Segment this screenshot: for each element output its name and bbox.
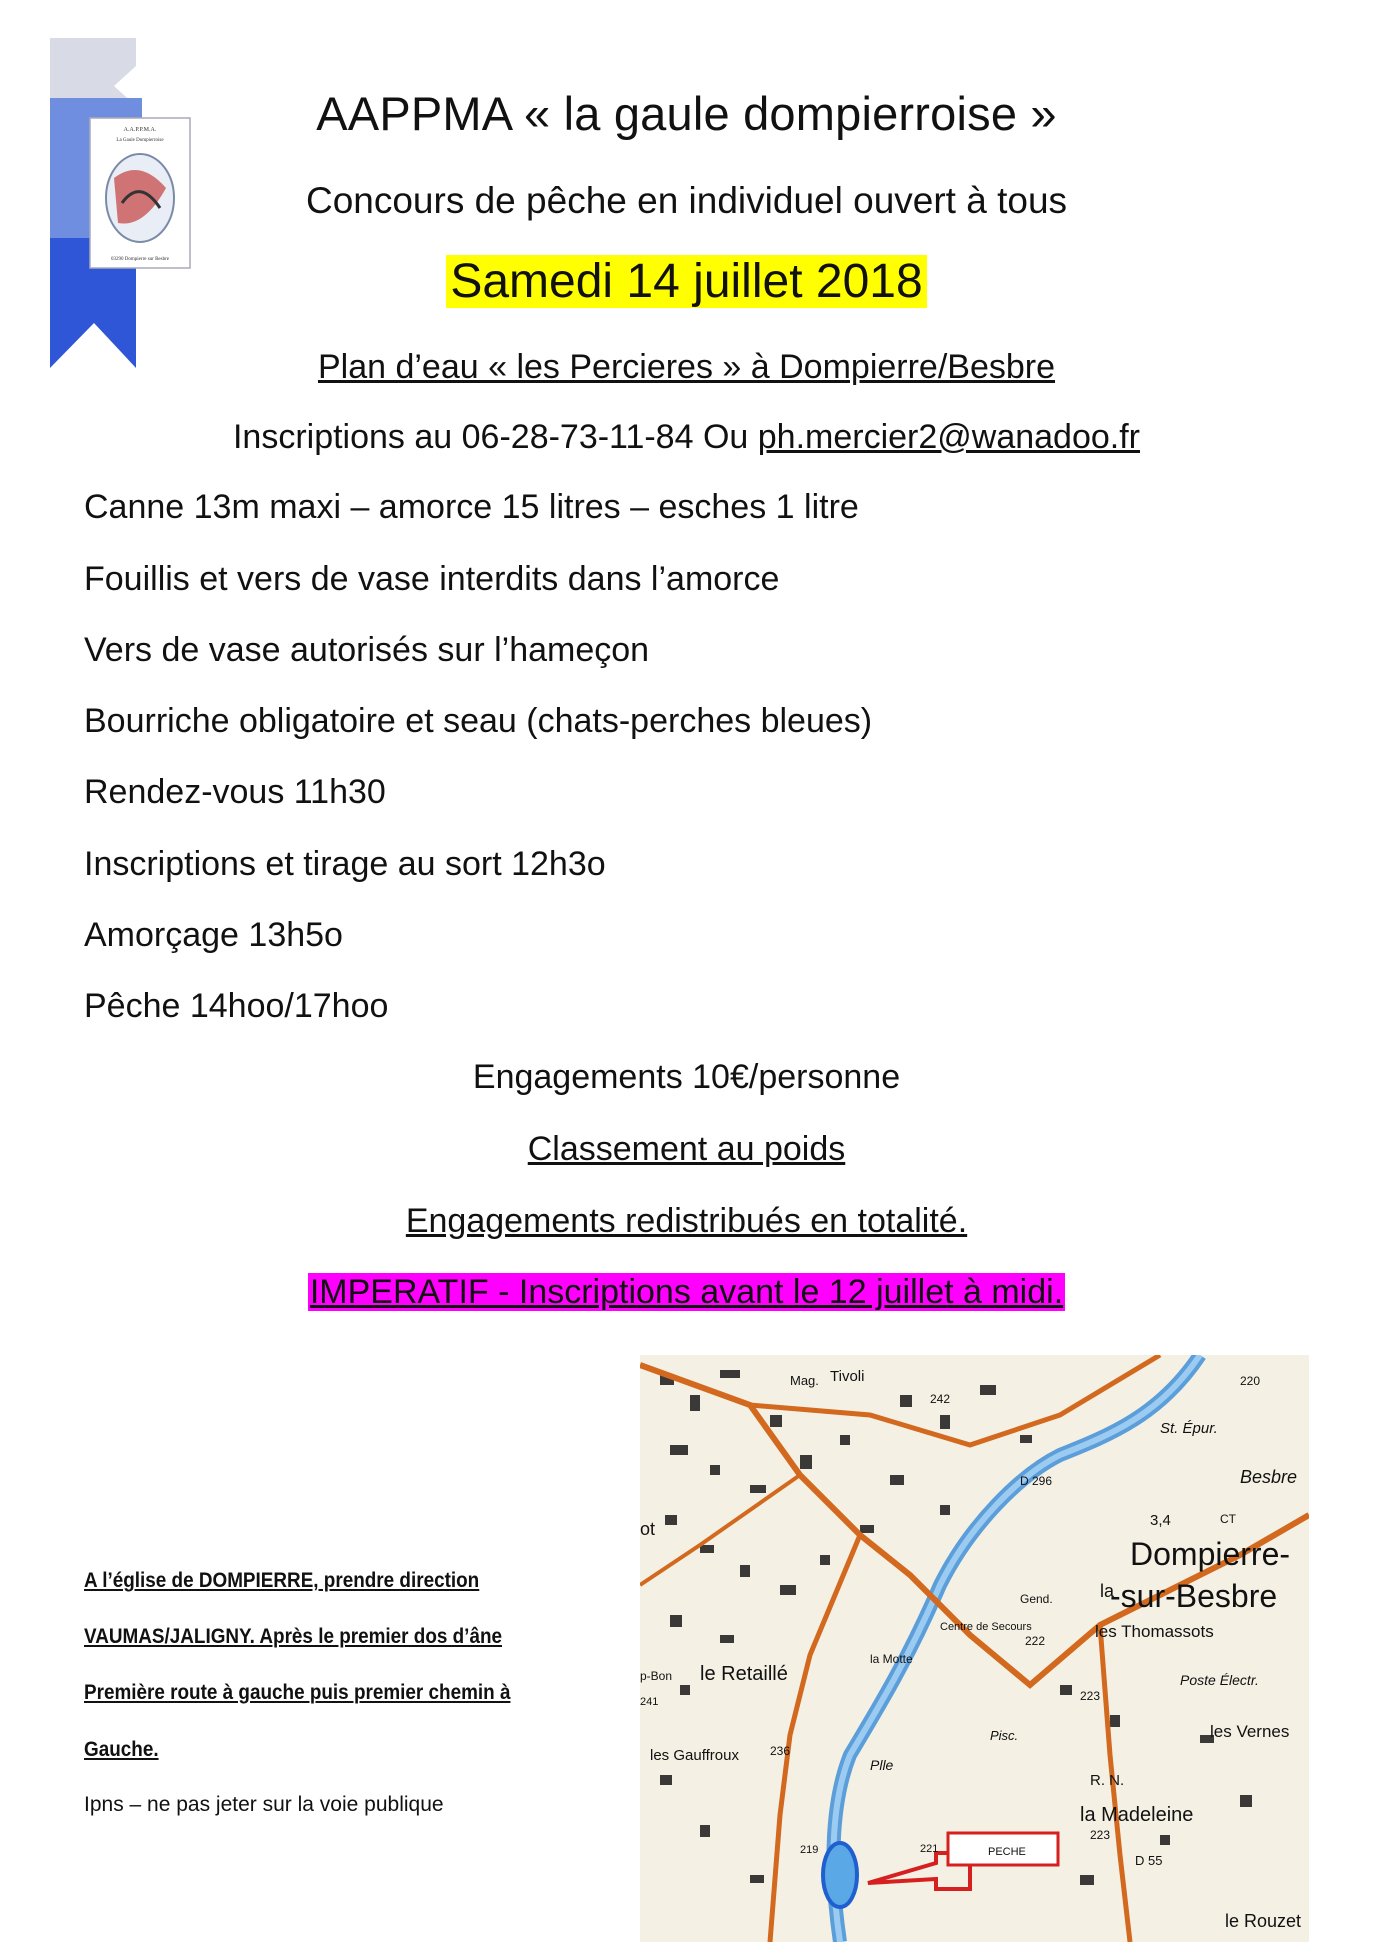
page-title: AAPPMA « la gaule dompierroise » bbox=[316, 87, 1057, 140]
directions-line: A l’église de DOMPIERRE, prendre direction bbox=[84, 1569, 480, 1592]
map-label: le Retaillé bbox=[700, 1663, 788, 1685]
map-label: ot bbox=[640, 1519, 656, 1539]
event-venue: Plan d’eau « les Percieres » à Dompierre/Besbre bbox=[317, 348, 1056, 386]
map-label: 241 bbox=[640, 1696, 659, 1708]
map-label: 221 bbox=[920, 1843, 939, 1855]
peche-marker-label: PECHE bbox=[988, 1846, 1026, 1858]
page-subtitle: Concours de pêche en individuel ouvert à tous bbox=[305, 180, 1068, 221]
logo-text-3: 03290 Dompierre sur Besbre bbox=[111, 257, 169, 262]
map-label: D 55 bbox=[1135, 1853, 1163, 1868]
map-label: Poste Électr. bbox=[1180, 1672, 1259, 1688]
map-label: Dompierre- bbox=[1130, 1536, 1291, 1572]
map-label: le Rouzet bbox=[1225, 1911, 1302, 1931]
map-label: 236 bbox=[770, 1744, 791, 1758]
map-label: Tivoli bbox=[830, 1368, 865, 1385]
map-label: CT bbox=[1220, 1512, 1236, 1526]
location-map bbox=[640, 1355, 1309, 1942]
map-label: 222 bbox=[1025, 1634, 1046, 1648]
map-label: Plle bbox=[870, 1757, 894, 1773]
rule-item: Vers de vase autorisés sur l’hameçon bbox=[84, 631, 650, 669]
rule-item: Rendez-vous 11h30 bbox=[84, 773, 386, 811]
rule-item: Canne 13m maxi – amorce 15 litres – esches 1 litre bbox=[84, 488, 859, 526]
directions-line: Gauche. bbox=[84, 1738, 159, 1761]
map-label: la Madeleine bbox=[1080, 1804, 1194, 1826]
map-label: 3,4 bbox=[1150, 1512, 1171, 1529]
contact-email-link[interactable]: ph.mercier2@wanadoo.fr bbox=[757, 418, 1141, 456]
rule-item: Fouillis et vers de vase interdits dans l’amorce bbox=[84, 560, 780, 598]
map-label: Gend. bbox=[1020, 1592, 1053, 1606]
map-label: les Gauffroux bbox=[650, 1747, 739, 1764]
map-label: 223 bbox=[1090, 1828, 1111, 1842]
map-label: les Thomassots bbox=[1095, 1622, 1214, 1641]
map-label: 223 bbox=[1080, 1689, 1101, 1703]
map-label: -sur-Besbre bbox=[1110, 1578, 1278, 1614]
map-label: St. Épur. bbox=[1160, 1420, 1218, 1437]
map-label: 219 bbox=[800, 1844, 819, 1856]
map-label: la Motte bbox=[870, 1652, 913, 1666]
rule-item: Bourriche obligatoire et seau (chats-perches bleues) bbox=[84, 702, 873, 740]
map-label: les Vernes bbox=[1210, 1722, 1290, 1741]
logo-text-2: La Gaule Dompierroise bbox=[116, 138, 164, 143]
footer-note: Ipns – ne pas jeter sur la voie publique bbox=[84, 1793, 444, 1816]
directions-line: Première route à gauche puis premier chemin à bbox=[84, 1681, 511, 1704]
map-label: Centre de Secours bbox=[940, 1621, 1032, 1633]
ranking-line: Classement au poids bbox=[527, 1130, 846, 1168]
contact-phone-text: Inscriptions au 06-28-73-11-84 Ou bbox=[232, 418, 758, 456]
map-label: Besbre bbox=[1240, 1467, 1298, 1487]
directions-line: VAUMAS/JALIGNY. Après le premier dos d’âne bbox=[84, 1625, 503, 1648]
rule-item: Pêche 14hoo/17hoo bbox=[84, 987, 389, 1025]
map-label: la bbox=[1100, 1581, 1115, 1601]
rule-item: Amorçage 13h5o bbox=[84, 916, 343, 954]
map-label: 242 bbox=[930, 1392, 951, 1406]
rule-item: Inscriptions et tirage au sort 12h3o bbox=[84, 845, 606, 883]
map-label: Mag. bbox=[790, 1373, 819, 1388]
fee-line: Engagements 10€/personne bbox=[472, 1058, 901, 1096]
map-label: Pisc. bbox=[990, 1728, 1019, 1743]
imperatif-notice: IMPERATIF - Inscriptions avant le 12 juillet à midi. bbox=[309, 1273, 1064, 1311]
contact-line bbox=[0, 418, 1373, 457]
map-label: D 296 bbox=[1020, 1474, 1053, 1488]
map-label: p-Bon bbox=[640, 1669, 673, 1683]
redistribution-line: Engagements redistribués en totalité. bbox=[405, 1202, 968, 1240]
logo-text-1: A.A.P.P.M.A. bbox=[123, 127, 157, 133]
map-label: R. N. bbox=[1090, 1772, 1125, 1789]
map-label: 220 bbox=[1240, 1374, 1261, 1388]
event-date: Samedi 14 juillet 2018 bbox=[446, 255, 926, 308]
